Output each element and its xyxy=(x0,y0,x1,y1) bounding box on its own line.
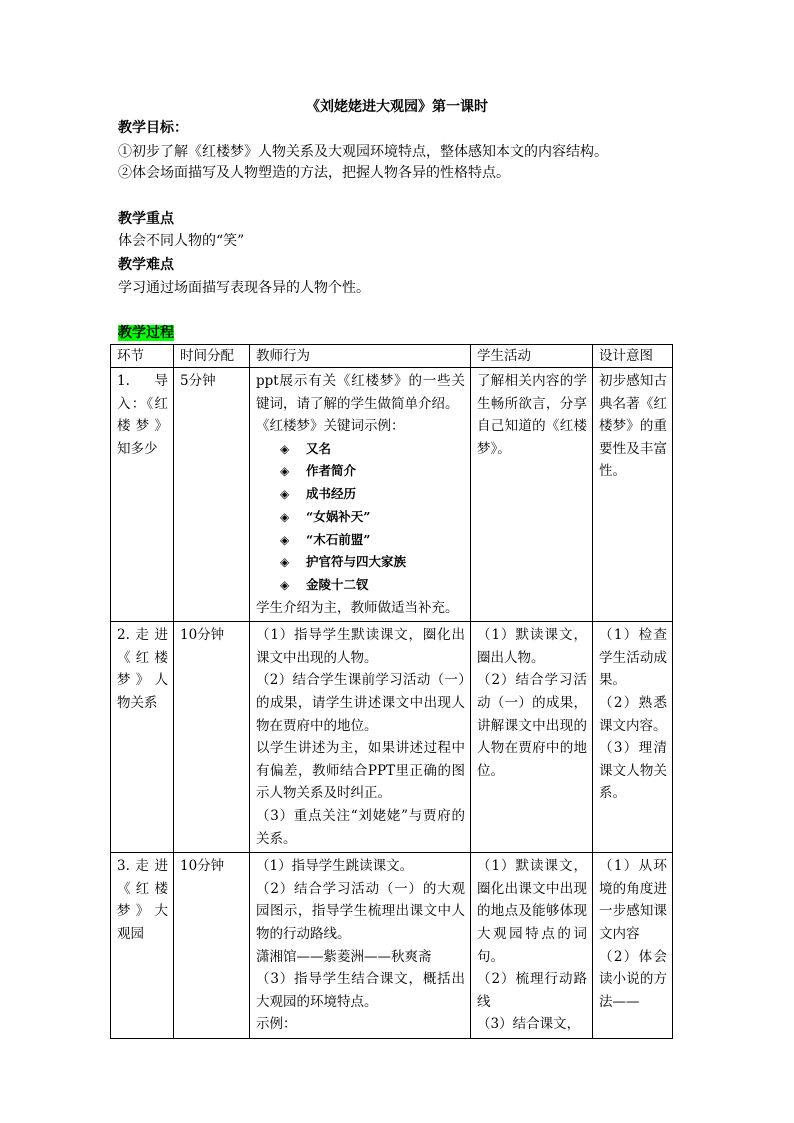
stage-cell: 2.走进《红楼梦》人物关系 xyxy=(111,622,174,853)
teacher-step: （1）指导学生默读课文，圈化出课文中出现的人物。 xyxy=(256,627,465,666)
time-cell: 10分钟 xyxy=(174,622,250,853)
teacher-step: 示例： xyxy=(256,1016,297,1033)
teacher-intro: ppt展示有关《红楼梦》的一些关键词，请了解的学生做简单介绍。 xyxy=(256,373,465,412)
process-heading-highlight: 教学过程 xyxy=(118,325,174,341)
column-header: 设计意图 xyxy=(593,345,673,368)
intent-cell: 初步感知古典名著《红楼梦》的重要性及丰富性。 xyxy=(593,368,673,622)
key-point-heading: 教学重点 xyxy=(118,211,174,227)
list-item: ◈ 护官符与四大家族 xyxy=(280,551,465,574)
objective-item-1: ①初步了解《红楼梦》人物关系及大观园环境特点，整体感知本文的内容结构。 xyxy=(118,144,608,160)
stage-cell: 1.导入：《红楼梦》知多少 xyxy=(111,368,174,622)
column-header: 学生活动 xyxy=(471,345,593,368)
student-cell: 了解相关内容的学生畅所欲言，分享自己知道的《红楼梦》。 xyxy=(471,368,593,622)
key-point-text: 体会不同人物的“笑” xyxy=(118,233,245,249)
teacher-cell xyxy=(250,368,471,622)
diamond-bullet-icon: ◈ xyxy=(280,509,290,524)
teacher-step: （2）结合学习活动（一）的大观园图示，指导学生梳理出课文中人物的行动路线。 xyxy=(256,880,465,943)
intent-step: （2）熟悉课文内容。 xyxy=(599,695,667,734)
student-cell xyxy=(471,853,593,1039)
teacher-step: 以学生讲述为主，如果讲述过程中有偏差，教师结合PPT里正确的图示人物关系及时纠正。 xyxy=(256,740,465,802)
teacher-step: （3）重点关注“刘姥姥”与贾府的关系。 xyxy=(256,808,465,847)
student-cell xyxy=(471,622,593,853)
stage-cell: 3.走进《红楼梦》大观园 xyxy=(111,853,174,1039)
objectives-heading: 教学目标： xyxy=(118,120,188,136)
teacher-cell xyxy=(250,853,471,1039)
diamond-bullet-icon: ◈ xyxy=(280,555,290,570)
student-step: （1）默读课文，圈出人物。 xyxy=(477,627,587,666)
diamond-bullet-icon: ◈ xyxy=(280,532,290,547)
time-cell: 5分钟 xyxy=(174,368,250,622)
keyword-list xyxy=(256,438,465,597)
teacher-step: （2）结合学生课前学习活动（一）的成果，请学生讲述课文中出现人物在贾府中的地位。 xyxy=(256,672,465,734)
teacher-step: （1）指导学生跳读课文。 xyxy=(256,858,414,875)
column-header: 时间分配 xyxy=(174,345,250,368)
diamond-bullet-icon: ◈ xyxy=(280,464,290,479)
column-header: 教师行为 xyxy=(250,345,471,368)
list-item: ◈ 又名 xyxy=(280,438,465,461)
difficulty-text: 学习通过场面描写表现各异的人物个性。 xyxy=(118,280,370,296)
diamond-bullet-icon: ◈ xyxy=(280,441,290,456)
intent-step: （3）理清课文人物关系。 xyxy=(599,740,667,802)
list-item: ◈ 金陵十二钗 xyxy=(280,574,465,597)
difficulty-heading: 教学难点 xyxy=(118,257,174,273)
process-heading xyxy=(118,322,174,344)
intent-cell xyxy=(593,622,673,853)
document-title: 《刘姥姥进大观园》第一课时 xyxy=(306,99,488,115)
objective-item-2: ②体会场面描写及人物塑造的方法，把握人物各异的性格特点。 xyxy=(118,165,510,181)
teacher-step: 潇湘馆——紫菱洲——秋爽斋 xyxy=(256,948,432,965)
student-step: （2）梳理行动路线 xyxy=(477,971,587,1010)
list-item: ◈ “女娲补天” xyxy=(280,506,465,529)
table-row xyxy=(111,853,673,1039)
diamond-bullet-icon: ◈ xyxy=(280,578,290,592)
table-header-row xyxy=(111,345,673,368)
list-item: ◈ 作者简介 xyxy=(280,460,465,483)
teacher-cell xyxy=(250,622,471,853)
lesson-process-table xyxy=(110,344,673,1039)
intent-step: （2）体会读小说的方法—— xyxy=(599,948,667,1010)
student-step: （1）默读课文，圈化出课文中出现的地点及能够体现大观园特点的词句。 xyxy=(477,858,587,965)
teacher-example-label: 《红楼梦》关键词示例： xyxy=(256,418,405,435)
list-item: ◈ “木石前盟” xyxy=(280,529,465,552)
table-row xyxy=(111,368,673,622)
student-step: （2）结合学习活动（一）的成果，讲解课文中出现的人物在贾府中的地位。 xyxy=(477,672,587,779)
teacher-outro: 学生介绍为主，教师做适当补充。 xyxy=(256,599,459,616)
column-header: 环节 xyxy=(111,345,174,368)
intent-cell xyxy=(593,853,673,1039)
table-row xyxy=(111,622,673,853)
intent-step: （1）从环境的角度进一步感知课文内容 xyxy=(599,858,667,943)
student-step: （3）结合课文， xyxy=(477,1016,581,1033)
diamond-bullet-icon: ◈ xyxy=(280,487,290,502)
intent-step: （1）检查学生活动成果。 xyxy=(599,627,667,689)
time-cell: 10分钟 xyxy=(174,853,250,1039)
teacher-step: （3）指导学生结合课文，概括出大观园的环境特点。 xyxy=(256,971,465,1010)
list-item: ◈ 成书经历 xyxy=(280,483,465,506)
